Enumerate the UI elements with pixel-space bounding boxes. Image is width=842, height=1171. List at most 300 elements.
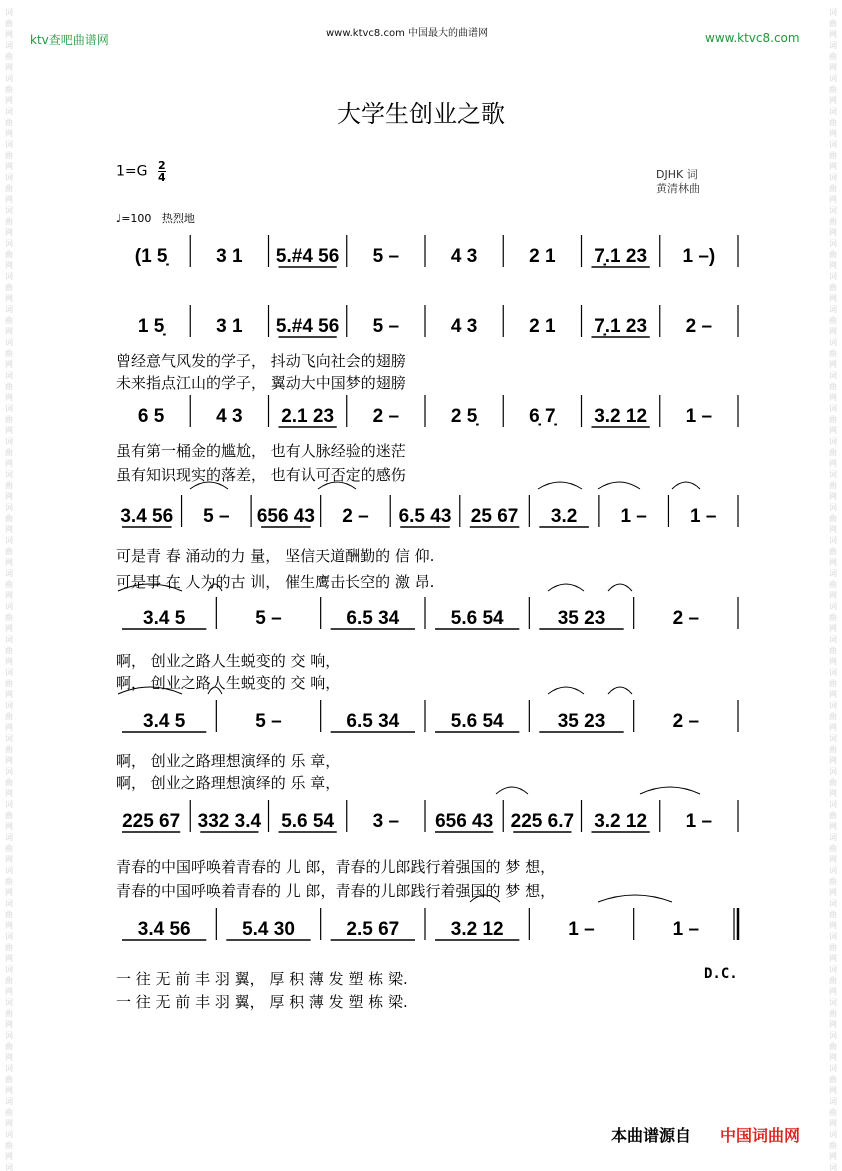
watermark-glyph: 曲 [829, 976, 837, 985]
measure-notes: 225 6.7 [510, 811, 575, 832]
watermark-glyph: 词 [5, 998, 13, 1007]
watermark-glyph: 词 [829, 965, 837, 974]
watermark-glyph: 曲 [829, 1075, 837, 1084]
measure-notes: 4 3 [450, 246, 478, 267]
watermark-glyph: 曲 [829, 184, 837, 193]
watermark-glyph: 网 [5, 360, 13, 369]
watermark-glyph: 词 [829, 1031, 837, 1040]
watermark-glyph: 词 [5, 833, 13, 842]
watermark-glyph: 词 [5, 569, 13, 578]
lyric-line: 一 往 无 前 丰 羽 翼， 厚 积 薄 发 塑 栋 梁. [116, 993, 408, 1011]
watermark-glyph: 网 [5, 558, 13, 567]
measure-notes: 2 – [342, 506, 369, 527]
watermark-glyph: 曲 [829, 382, 837, 391]
watermark-glyph: 曲 [5, 283, 13, 292]
measure-notes: 332 3.4 [197, 811, 262, 832]
lyric-line: 青春的中国呼唤着青春的 儿 郎，青春的儿郎践行着强国的 梦 想， [116, 858, 556, 876]
measure-notes: 1 – [620, 506, 647, 527]
watermark-glyph: 曲 [5, 679, 13, 688]
watermark-glyph: 曲 [5, 1108, 13, 1117]
measure-notes: 1 – [685, 811, 713, 832]
watermark-glyph: 网 [829, 558, 837, 567]
watermark-glyph: 曲 [829, 745, 837, 754]
watermark-glyph: 网 [5, 294, 13, 303]
watermark-glyph: 网 [829, 591, 837, 600]
watermark-glyph: 网 [829, 195, 837, 204]
watermark-glyph: 曲 [829, 811, 837, 820]
watermark-glyph: 词 [829, 404, 837, 413]
measure-notes: 2 – [685, 316, 713, 337]
watermark-glyph: 曲 [829, 316, 837, 325]
watermark-glyph: 词 [5, 1031, 13, 1040]
measure-notes: 1 – [672, 919, 700, 940]
watermark-glyph: 网 [829, 327, 837, 336]
watermark-glyph: 曲 [5, 151, 13, 160]
watermark-glyph: 曲 [5, 1075, 13, 1084]
watermark-glyph: 曲 [829, 910, 837, 919]
source-site-link[interactable]: 中国词曲网 [720, 1126, 801, 1145]
watermark-glyph: 词 [829, 1064, 837, 1073]
watermark-glyph: 曲 [5, 811, 13, 820]
watermark-glyph: 网 [829, 657, 837, 666]
watermark-glyph: 词 [829, 569, 837, 578]
slur [672, 482, 700, 489]
watermark-glyph: 曲 [5, 1009, 13, 1018]
watermark-glyph: 词 [829, 371, 837, 380]
slur [598, 895, 672, 902]
measure-notes: 2 – [372, 406, 400, 427]
watermark-glyph: 网 [829, 294, 837, 303]
watermark-glyph: 词 [829, 239, 837, 248]
watermark-glyph: 曲 [829, 778, 837, 787]
measure-notes: 7̣.1 23 [594, 316, 648, 337]
watermark-glyph: 曲 [5, 250, 13, 259]
watermark-glyph: 网 [829, 690, 837, 699]
watermark-glyph: 词 [5, 899, 13, 908]
lyric-line: 虽有知识现实的落差， 也有认可否定的感伤 [116, 466, 406, 484]
lyric-line: 啊， 创业之路人生蜕变的 交 响， [116, 674, 341, 692]
watermark-glyph: 网 [829, 426, 837, 435]
watermark-glyph: 网 [829, 459, 837, 468]
watermark-glyph: 曲 [5, 844, 13, 853]
watermark-glyph: 网 [5, 30, 13, 39]
watermark-glyph: 曲 [829, 1108, 837, 1117]
measure-notes: 5 – [372, 246, 400, 267]
watermark-glyph: 曲 [829, 1009, 837, 1018]
watermark-glyph: 网 [829, 228, 837, 237]
slur [608, 687, 632, 694]
source-label: 本曲谱源自 [611, 1126, 692, 1145]
measure-notes: 3 – [372, 811, 400, 832]
measure-notes: 656 43 [256, 506, 315, 527]
measure-notes: 4 3 [450, 316, 478, 337]
measure-notes: 2 5̣ [450, 406, 478, 427]
watermark-glyph: 曲 [5, 877, 13, 886]
lyric-line: 可是事 在 人为的古 训， 催生鹰击长空的 激 昂. [116, 573, 435, 591]
watermark-glyph: 网 [5, 855, 13, 864]
watermark-glyph: 网 [829, 1086, 837, 1095]
watermark-glyph: 词 [5, 503, 13, 512]
watermark-glyph: 词 [5, 305, 13, 314]
watermark-glyph: 网 [829, 360, 837, 369]
slur [640, 787, 700, 794]
watermark-glyph: 曲 [829, 1042, 837, 1051]
measure-notes: 2.5 67 [346, 919, 400, 940]
watermark-glyph: 曲 [829, 712, 837, 721]
watermark-glyph: 网 [829, 1020, 837, 1029]
watermark-glyph: 词 [829, 272, 837, 281]
watermark-glyph: 词 [5, 8, 13, 17]
watermark-glyph: 网 [5, 525, 13, 534]
watermark-glyph: 词 [5, 635, 13, 644]
watermark-glyph: 曲 [829, 877, 837, 886]
measure-notes: 2 1 [529, 316, 556, 337]
watermark-glyph: 词 [5, 668, 13, 677]
watermark-glyph: 曲 [829, 415, 837, 424]
lyric-line: 青春的中国呼唤着青春的 儿 郎，青春的儿郎践行着强国的 梦 想， [116, 882, 556, 900]
watermark-glyph: 词 [829, 701, 837, 710]
watermark-glyph: 网 [5, 921, 13, 930]
watermark-glyph: 词 [5, 173, 13, 182]
watermark-glyph: 曲 [829, 844, 837, 853]
watermark-glyph: 词 [829, 536, 837, 545]
watermark-glyph: 网 [5, 129, 13, 138]
measure-notes: 4 3 [216, 406, 243, 427]
watermark-glyph: 网 [5, 624, 13, 633]
watermark-glyph: 词 [5, 1064, 13, 1073]
watermark-glyph: 词 [5, 371, 13, 380]
watermark-glyph: 词 [5, 1163, 13, 1171]
measure-notes: 5.#4 56 [275, 246, 340, 267]
watermark-glyph: 词 [829, 107, 837, 116]
watermark-glyph: 曲 [829, 547, 837, 556]
watermark-glyph: 曲 [5, 52, 13, 61]
lyricist-credit: DJHK 词 [656, 168, 698, 181]
watermark-glyph: 网 [5, 789, 13, 798]
watermark-glyph: 词 [5, 470, 13, 479]
watermark-glyph: 网 [829, 1152, 837, 1161]
watermark-glyph: 词 [829, 140, 837, 149]
watermark-glyph: 词 [829, 866, 837, 875]
slur [496, 787, 528, 794]
watermark-glyph: 网 [5, 756, 13, 765]
watermark-glyph: 词 [5, 932, 13, 941]
watermark-glyph: 网 [5, 162, 13, 171]
measure-notes: 6̣ 7̣ [529, 406, 556, 427]
watermark-glyph: 词 [829, 1097, 837, 1106]
measure-notes: 1 – [690, 506, 717, 527]
measure-notes: 2.1 23 [281, 406, 335, 427]
watermark-glyph: 词 [5, 140, 13, 149]
watermark-glyph: 网 [5, 723, 13, 732]
watermark-glyph: 网 [829, 723, 837, 732]
measure-notes: 656 43 [435, 811, 494, 832]
watermark-glyph: 曲 [5, 85, 13, 94]
watermark-glyph: 词 [5, 206, 13, 215]
measure-notes: 3 1 [216, 316, 243, 337]
watermark-glyph: 网 [5, 96, 13, 105]
watermark-glyph: 词 [5, 338, 13, 347]
watermark-glyph: 曲 [829, 118, 837, 127]
watermark-glyph: 词 [829, 668, 837, 677]
watermark-glyph: 词 [829, 206, 837, 215]
measure-notes: 5.4 30 [242, 919, 295, 940]
measure-notes: (1 5̣ [134, 246, 168, 267]
watermark-glyph: 词 [5, 767, 13, 776]
measure-notes: 3.2 12 [450, 919, 504, 940]
watermark-glyph: 网 [5, 591, 13, 600]
watermark-glyph: 曲 [5, 646, 13, 655]
watermark-glyph: 词 [5, 965, 13, 974]
watermark-glyph: 曲 [5, 514, 13, 523]
watermark-glyph: 曲 [829, 580, 837, 589]
measure-notes: 5.#4 56 [275, 316, 340, 337]
watermark-glyph: 曲 [5, 943, 13, 952]
watermark-glyph: 网 [829, 492, 837, 501]
watermark-glyph: 网 [829, 888, 837, 897]
watermark-glyph: 网 [5, 657, 13, 666]
measure-notes: 5 – [255, 608, 282, 629]
watermark-glyph: 网 [5, 393, 13, 402]
watermark-glyph: 网 [5, 822, 13, 831]
watermark-glyph: 曲 [829, 613, 837, 622]
watermark-glyph: 曲 [5, 910, 13, 919]
watermark-glyph: 曲 [5, 217, 13, 226]
watermark-glyph: 网 [829, 261, 837, 270]
watermark-glyph: 曲 [829, 85, 837, 94]
watermark-glyph: 网 [5, 261, 13, 270]
watermark-glyph: 词 [5, 437, 13, 446]
watermark-glyph: 词 [5, 107, 13, 116]
watermark-glyph: 曲 [829, 250, 837, 259]
measure-notes: 5 – [372, 316, 400, 337]
lyric-line: 可是青 春 涌动的力 量， 坚信天道酬勤的 信 仰. [116, 547, 435, 565]
watermark-glyph: 曲 [5, 19, 13, 28]
watermark-glyph: 曲 [829, 52, 837, 61]
tempo-marking: ♩=100 热烈地 [116, 212, 195, 225]
watermark-glyph: 网 [829, 393, 837, 402]
watermark-glyph: 曲 [829, 151, 837, 160]
measure-notes: 3.4 5 [143, 608, 186, 629]
watermark-glyph: 曲 [829, 217, 837, 226]
watermark-glyph: 词 [829, 74, 837, 83]
watermark-glyph: 网 [5, 459, 13, 468]
measure-notes: 1 5̣ [137, 316, 165, 337]
measure-notes: 35 23 [557, 608, 606, 629]
measure-notes: 225 67 [122, 811, 181, 832]
watermark-glyph: 网 [5, 987, 13, 996]
watermark-glyph: 网 [829, 822, 837, 831]
watermark-glyph: 词 [829, 305, 837, 314]
watermark-glyph: 网 [829, 63, 837, 72]
watermark-glyph: 网 [829, 756, 837, 765]
measure-notes: 3.4 56 [137, 919, 191, 940]
watermark-glyph: 词 [5, 1097, 13, 1106]
watermark-glyph: 词 [829, 1130, 837, 1139]
lyric-line: 啊， 创业之路人生蜕变的 交 响， [116, 652, 341, 670]
watermark-glyph: 词 [829, 800, 837, 809]
watermark-glyph: 网 [829, 954, 837, 963]
watermark-glyph: 网 [829, 30, 837, 39]
composer-credit: 黄清林曲 [656, 182, 700, 195]
measure-notes: 1 –) [682, 246, 716, 267]
watermark-glyph: 词 [5, 1130, 13, 1139]
measure-notes: 3.4 5 [143, 711, 186, 732]
watermark-glyph: 网 [5, 426, 13, 435]
watermark-glyph: 词 [829, 8, 837, 17]
watermark-glyph: 网 [5, 63, 13, 72]
watermark-glyph: 网 [829, 624, 837, 633]
watermark-glyph: 曲 [5, 976, 13, 985]
measure-notes: 2 – [672, 608, 700, 629]
measure-notes: 5.6 54 [281, 811, 335, 832]
watermark-glyph: 词 [829, 470, 837, 479]
watermark-glyph: 网 [829, 525, 837, 534]
watermark-glyph: 网 [829, 855, 837, 864]
slur [538, 482, 582, 489]
watermark-glyph: 曲 [829, 943, 837, 952]
watermark-glyph: 曲 [829, 646, 837, 655]
measure-notes: 5 – [255, 711, 282, 732]
measure-notes: 5 – [203, 506, 230, 527]
measure-notes: 3.2 12 [594, 811, 648, 832]
watermark-glyph: 网 [5, 888, 13, 897]
lyric-line: 一 往 无 前 丰 羽 翼， 厚 积 薄 发 塑 栋 梁. [116, 970, 408, 988]
watermark-glyph: 网 [829, 921, 837, 930]
watermark-glyph: 曲 [829, 1141, 837, 1150]
site-url-right[interactable]: www.ktvc8.com [705, 31, 800, 45]
lyric-line: 未来指点江山的学子， 翼动大中国梦的翅膀 [116, 374, 406, 392]
measure-notes: 3 1 [216, 246, 243, 267]
watermark-glyph: 词 [829, 899, 837, 908]
watermark-glyph: 词 [5, 800, 13, 809]
watermark-glyph: 词 [5, 734, 13, 743]
watermark-glyph: 词 [5, 602, 13, 611]
slur [598, 482, 640, 489]
watermark-glyph: 词 [829, 998, 837, 1007]
watermark-glyph: 网 [829, 1053, 837, 1062]
watermark-glyph: 曲 [5, 448, 13, 457]
measure-notes: 25 67 [470, 506, 519, 527]
measure-notes: 2 – [672, 711, 700, 732]
watermark-glyph: 曲 [829, 19, 837, 28]
watermark-glyph: 网 [5, 1152, 13, 1161]
measure-notes: 35 23 [557, 711, 606, 732]
watermark-glyph: 网 [829, 789, 837, 798]
watermark-glyph: 词 [829, 932, 837, 941]
lyric-line: 曾经意气风发的学子， 抖动飞向社会的翅膀 [116, 352, 406, 370]
watermark-glyph: 曲 [5, 481, 13, 490]
watermark-glyph: 网 [829, 96, 837, 105]
watermark-glyph: 曲 [5, 316, 13, 325]
watermark-glyph: 曲 [5, 580, 13, 589]
watermark-glyph: 网 [5, 1053, 13, 1062]
watermark-glyph: 曲 [5, 382, 13, 391]
watermark-glyph: 词 [829, 503, 837, 512]
watermark-glyph: 词 [829, 1163, 837, 1171]
measure-notes: 5.6 54 [450, 608, 504, 629]
time-signature: $\frac{2}{4}$ [157, 159, 166, 184]
lyric-line: 虽有第一桶金的尴尬， 也有人脉经验的迷茫 [116, 442, 406, 460]
watermark-glyph: 词 [829, 602, 837, 611]
watermark-glyph: 曲 [5, 613, 13, 622]
watermark-glyph: 曲 [5, 349, 13, 358]
watermark-glyph: 网 [829, 129, 837, 138]
measure-notes: 1 – [568, 919, 595, 940]
watermark-glyph: 词 [5, 74, 13, 83]
watermark-glyph: 曲 [829, 283, 837, 292]
da-capo-mark: D.C. [704, 966, 738, 982]
watermark-glyph: 词 [5, 272, 13, 281]
measure-notes: 3.4 56 [120, 506, 174, 527]
watermark-glyph: 曲 [5, 1042, 13, 1051]
watermark-glyph: 网 [5, 690, 13, 699]
watermark-glyph: 曲 [5, 415, 13, 424]
watermark-glyph: 曲 [829, 481, 837, 490]
slur [548, 584, 584, 591]
watermark-glyph: 网 [5, 954, 13, 963]
site-name-middle[interactable]: www.ktvc8.com 中国最大的曲谱网 [326, 28, 489, 39]
measure-notes: 6.5 34 [346, 711, 400, 732]
watermark-glyph: 曲 [5, 745, 13, 754]
watermark-glyph: 词 [829, 734, 837, 743]
watermark-glyph: 词 [5, 41, 13, 50]
watermark-glyph: 词 [5, 866, 13, 875]
watermark-glyph: 曲 [5, 1141, 13, 1150]
watermark-glyph: 网 [829, 987, 837, 996]
lyric-line: 啊， 创业之路理想演绎的 乐 章， [116, 774, 341, 792]
watermark-glyph: 网 [5, 1119, 13, 1128]
measure-notes: 3.2 [550, 506, 578, 527]
measure-notes: 7̣.1 23 [594, 246, 648, 267]
watermark-glyph: 网 [5, 492, 13, 501]
watermark-glyph: 词 [829, 41, 837, 50]
site-name-left[interactable]: ktv查吧曲谱网 [30, 33, 109, 47]
key-signature: 1=G $\frac{2}{4}$ [116, 159, 166, 184]
watermark-glyph: 词 [829, 635, 837, 644]
measure-notes: 6 5 [137, 406, 165, 427]
watermark-glyph: 曲 [829, 349, 837, 358]
slur [548, 687, 584, 694]
measure-notes: 1 – [685, 406, 713, 427]
measure-notes: 2 1 [529, 246, 556, 267]
watermark-glyph: 曲 [829, 448, 837, 457]
measure-notes: 3.2 12 [594, 406, 648, 427]
measure-notes: 6.5 34 [346, 608, 400, 629]
watermark-glyph: 网 [5, 228, 13, 237]
watermark-glyph: 词 [829, 833, 837, 842]
watermark-glyph: 曲 [5, 118, 13, 127]
watermark-glyph: 网 [5, 195, 13, 204]
watermark-glyph: 网 [829, 162, 837, 171]
watermark-glyph: 词 [829, 437, 837, 446]
slur [608, 584, 632, 591]
measure-notes: 6.5 43 [398, 506, 452, 527]
watermark-glyph: 词 [5, 536, 13, 545]
watermark-glyph: 词 [5, 701, 13, 710]
watermark-glyph: 曲 [5, 184, 13, 193]
watermark-glyph: 词 [829, 173, 837, 182]
watermark-glyph: 曲 [5, 778, 13, 787]
watermark-glyph: 曲 [829, 514, 837, 523]
watermark-glyph: 曲 [5, 712, 13, 721]
watermark-glyph: 网 [5, 1020, 13, 1029]
watermark-glyph: 曲 [5, 547, 13, 556]
song-title: 大学生创业之歌 [337, 100, 505, 128]
watermark-glyph: 曲 [829, 679, 837, 688]
watermark-glyph: 词 [829, 338, 837, 347]
lyric-line: 啊， 创业之路理想演绎的 乐 章， [116, 752, 341, 770]
